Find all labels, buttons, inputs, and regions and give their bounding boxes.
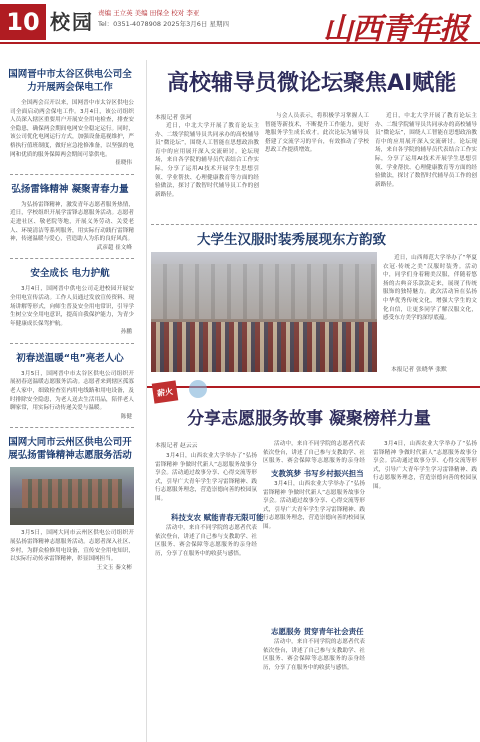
masthead	[0, 0, 480, 47]
editor-line: 责编 王立英 美编 田保全 校对 李亚	[98, 9, 200, 17]
story-column-1a: 3月4日，山西农业大学举办了“弘扬雷锋精神 争做时代新人”志愿服务故事分享会。活动通过故事分享、心得交流等形式，引导广大青年学生学习雷锋精神、践行志愿服务理念，营造崇德向善的校园氛围。	[155, 453, 257, 502]
sidebar-article-author: 陈健	[120, 413, 132, 420]
sidebar-divider	[10, 427, 134, 428]
sidebar-article-body: 为弘扬雷锋精神，激发青年志愿者服务热情，近日，学校组织开展学雷锋志愿服务活动。志愿者走进社区、敬老院等地，开展义务劳动、关爱老人、环境清洁等系列服务，用实际行动践行雷锋精神，传递温暖与爱心，营造助人为乐的良好风尚。	[10, 201, 134, 243]
sidebar-article-author: 武彦超 崔文峰	[96, 244, 132, 251]
story-column-2b: 3月4日，山西农业大学举办了“弘扬雷锋精神 争做时代新人”志愿服务故事分享会。活动通过故事分享、心得交流等形式，引导广大青年学生学习雷锋精神、践行志愿服务理念，营造崇德向善的校园氛围。	[263, 481, 365, 530]
headline-column-2: 与会人员表示，将积极学习掌握人工智能等新技术，不断提升工作能力，更好地服务学生成长成才。此次论坛为辅导员搭建了交流学习的平台，有效推动了学校思政工作提质增效。	[265, 113, 369, 154]
sidebar-article-body: 3月5日，国网大同市云州区供电公司组织开展弘扬雷锋精神志愿服务活动。志愿者深入社区、乡村，为群众检修用电设备，宣传安全用电知识，以实际行动传承雷锋精神，彰显国网担当。	[10, 530, 134, 563]
contact-line: Tel：0351-4078908 2025年3月6日 星期四	[98, 20, 229, 28]
sidebar-article-body: 全国两会召开以来，国网晋中市太谷区供电公司全面启动两会保电工作。3月4日，该公司组织人员深入辖区重要用户开展安全用电检查，排查安全隐患，确保两会期间电网安全稳定运行。同时，该公司优化电网运行方式，加强设备巡视维护，严格执行值班制度，做好应急抢修准备，以坚强的电网和优质的服务保障两会期间可靠供电。	[10, 100, 134, 158]
headline: 高校辅导员微论坛聚焦AI赋能	[167, 71, 457, 96]
sidebar-article-title: 弘扬雷锋精神 凝聚青春力量	[11, 183, 129, 195]
headline-column-1: 近日，中北大学开展了教育论坛主办、二级学院辅导员共同承办的高校辅导员“微论坛”，围绕人工智能在思想政治教育中的应用展开深入交流研讨。论坛现场，来自各学院的辅导员代表结合工作实际，分享了运用AI技术开展学生思想引领、学业帮扶、心理健康教育等方面的经验做法，探讨了数智时代辅导员工作的创新路径。	[155, 123, 259, 198]
sidebar-article-title: 安全成长 电力护航	[30, 268, 110, 280]
sidebar-divider	[10, 258, 134, 259]
sidebar-divider	[10, 343, 134, 344]
sidebar-article-body: 3月4日，国网晋中供电公司走进校园开展安全用电宣传活动。工作人员通过发放宣传资料、现场讲解等形式，向师生普及安全用电常识，引导学生树立安全用电意识，提高自我保护能力，为青少年健康成长保驾护航。	[10, 286, 134, 327]
sidebar-article-body: 3月5日，国网晋中市太谷区供电公司组织开展初春送温暖志愿服务活动。志愿者来到辖区孤寡老人家中，细致检查室内用电线路和用电设备，及时排除安全隐患，为老人送去生活用品，陪伴老人聊家常，用实际行动传递关爱与温暖。	[10, 370, 134, 412]
feature-headline: 大学生汉服时装秀展现东方韵致	[197, 232, 386, 248]
sidebar-article-title: 初春送温暖“电”亮老人心	[16, 352, 124, 364]
story-byline: 本报记者 赵云云	[155, 443, 198, 449]
masthead-info	[98, 8, 229, 30]
page-number: 10	[0, 4, 46, 40]
sidebar-divider	[10, 174, 134, 175]
story-column-2c: 活动中，来自不同学院的志愿者代表依次登台，讲述了自己参与支教助学、社区服务、赛会保障等志愿服务的亲身经历，分享了在服务中的收获与感悟。	[263, 639, 365, 671]
feature-author: 本报记者 张晓华 张默	[391, 367, 447, 373]
hanfu-show-photo	[151, 252, 377, 372]
sidebar-article-author: 崔晓伟	[115, 160, 132, 167]
headline-byline: 本报记者 张珂	[155, 115, 192, 121]
volunteer-photo	[10, 467, 134, 525]
story-subheading: 志愿服务 贯穿青年社会责任	[271, 627, 364, 636]
photo-building	[151, 264, 377, 319]
sidebar-article-author: 孙鹏	[120, 329, 132, 336]
story-subheading: 科技支农 赋能青春无限可能	[171, 513, 264, 522]
story-badge: 薪火	[152, 380, 179, 403]
newspaper-logo: 山西青年报	[323, 12, 468, 47]
section-divider	[151, 224, 477, 225]
decorative-bubble	[189, 380, 207, 398]
sidebar-article-author: 王文玉 秦文彬	[96, 564, 132, 571]
feature-body: 近日，山西师范大学举办了“华夏衣冠·传统之美”汉服时装秀。活动中，同学们身着精美汉服，伴随着悠扬的古典音乐款款走来，展现了传统服饰的独特魅力。此次活动旨在弘扬中华优秀传统文化，增强大学生的文化自信，让更多同学了解汉服文化，感受东方美学的深厚底蕴。	[383, 255, 477, 322]
story-column-1b: 活动中，来自不同学院的志愿者代表依次登台，讲述了自己参与支教助学、社区服务、赛会保障等志愿服务的亲身经历，分享了在服务中的收获与感悟。	[155, 525, 257, 557]
story-column-2a: 活动中，来自不同学院的志愿者代表依次登台，讲述了自己参与支教助学、社区服务、赛会保障等志愿服务的亲身经	[263, 441, 365, 464]
sidebar-article-title: 国网晋中市太谷区供电公司全力开展两会保电工作	[8, 69, 132, 93]
story-column-3: 3月4日，山西农业大学举办了“弘扬雷锋精神 争做时代新人”志愿服务故事分享会。活动通过故事分享、心得交流等形式，引导广大青年学生学习雷锋精神、践行志愿服务理念，营造崇德向善的校园氛围。	[373, 441, 477, 490]
main-area	[146, 60, 480, 742]
story-subheading: 支教筑梦 书写乡村振兴担当	[271, 469, 364, 478]
section-title: 校园	[50, 10, 94, 34]
photo-crowd	[151, 322, 377, 372]
headline-column-3: 近日，中北大学开展了教育论坛主办、二级学院辅导员共同承办的高校辅导员“微论坛”，围绕人工智能在思想政治教育中的应用展开深入交流研讨。论坛现场，来自各学院的辅导员代表结合工作实际，分享了运用AI技术开展学生思想引领、学业帮扶、心理健康教育等方面的经验做法，探讨了数智时代辅导员工作的创新路径。	[375, 113, 477, 188]
sidebar	[0, 60, 140, 742]
sidebar-article-title: 国网大同市云州区供电公司开展弘扬雷锋精神志愿服务活动	[8, 437, 132, 462]
story-headline: 分享志愿服务故事 凝聚榜样力量	[187, 409, 431, 429]
